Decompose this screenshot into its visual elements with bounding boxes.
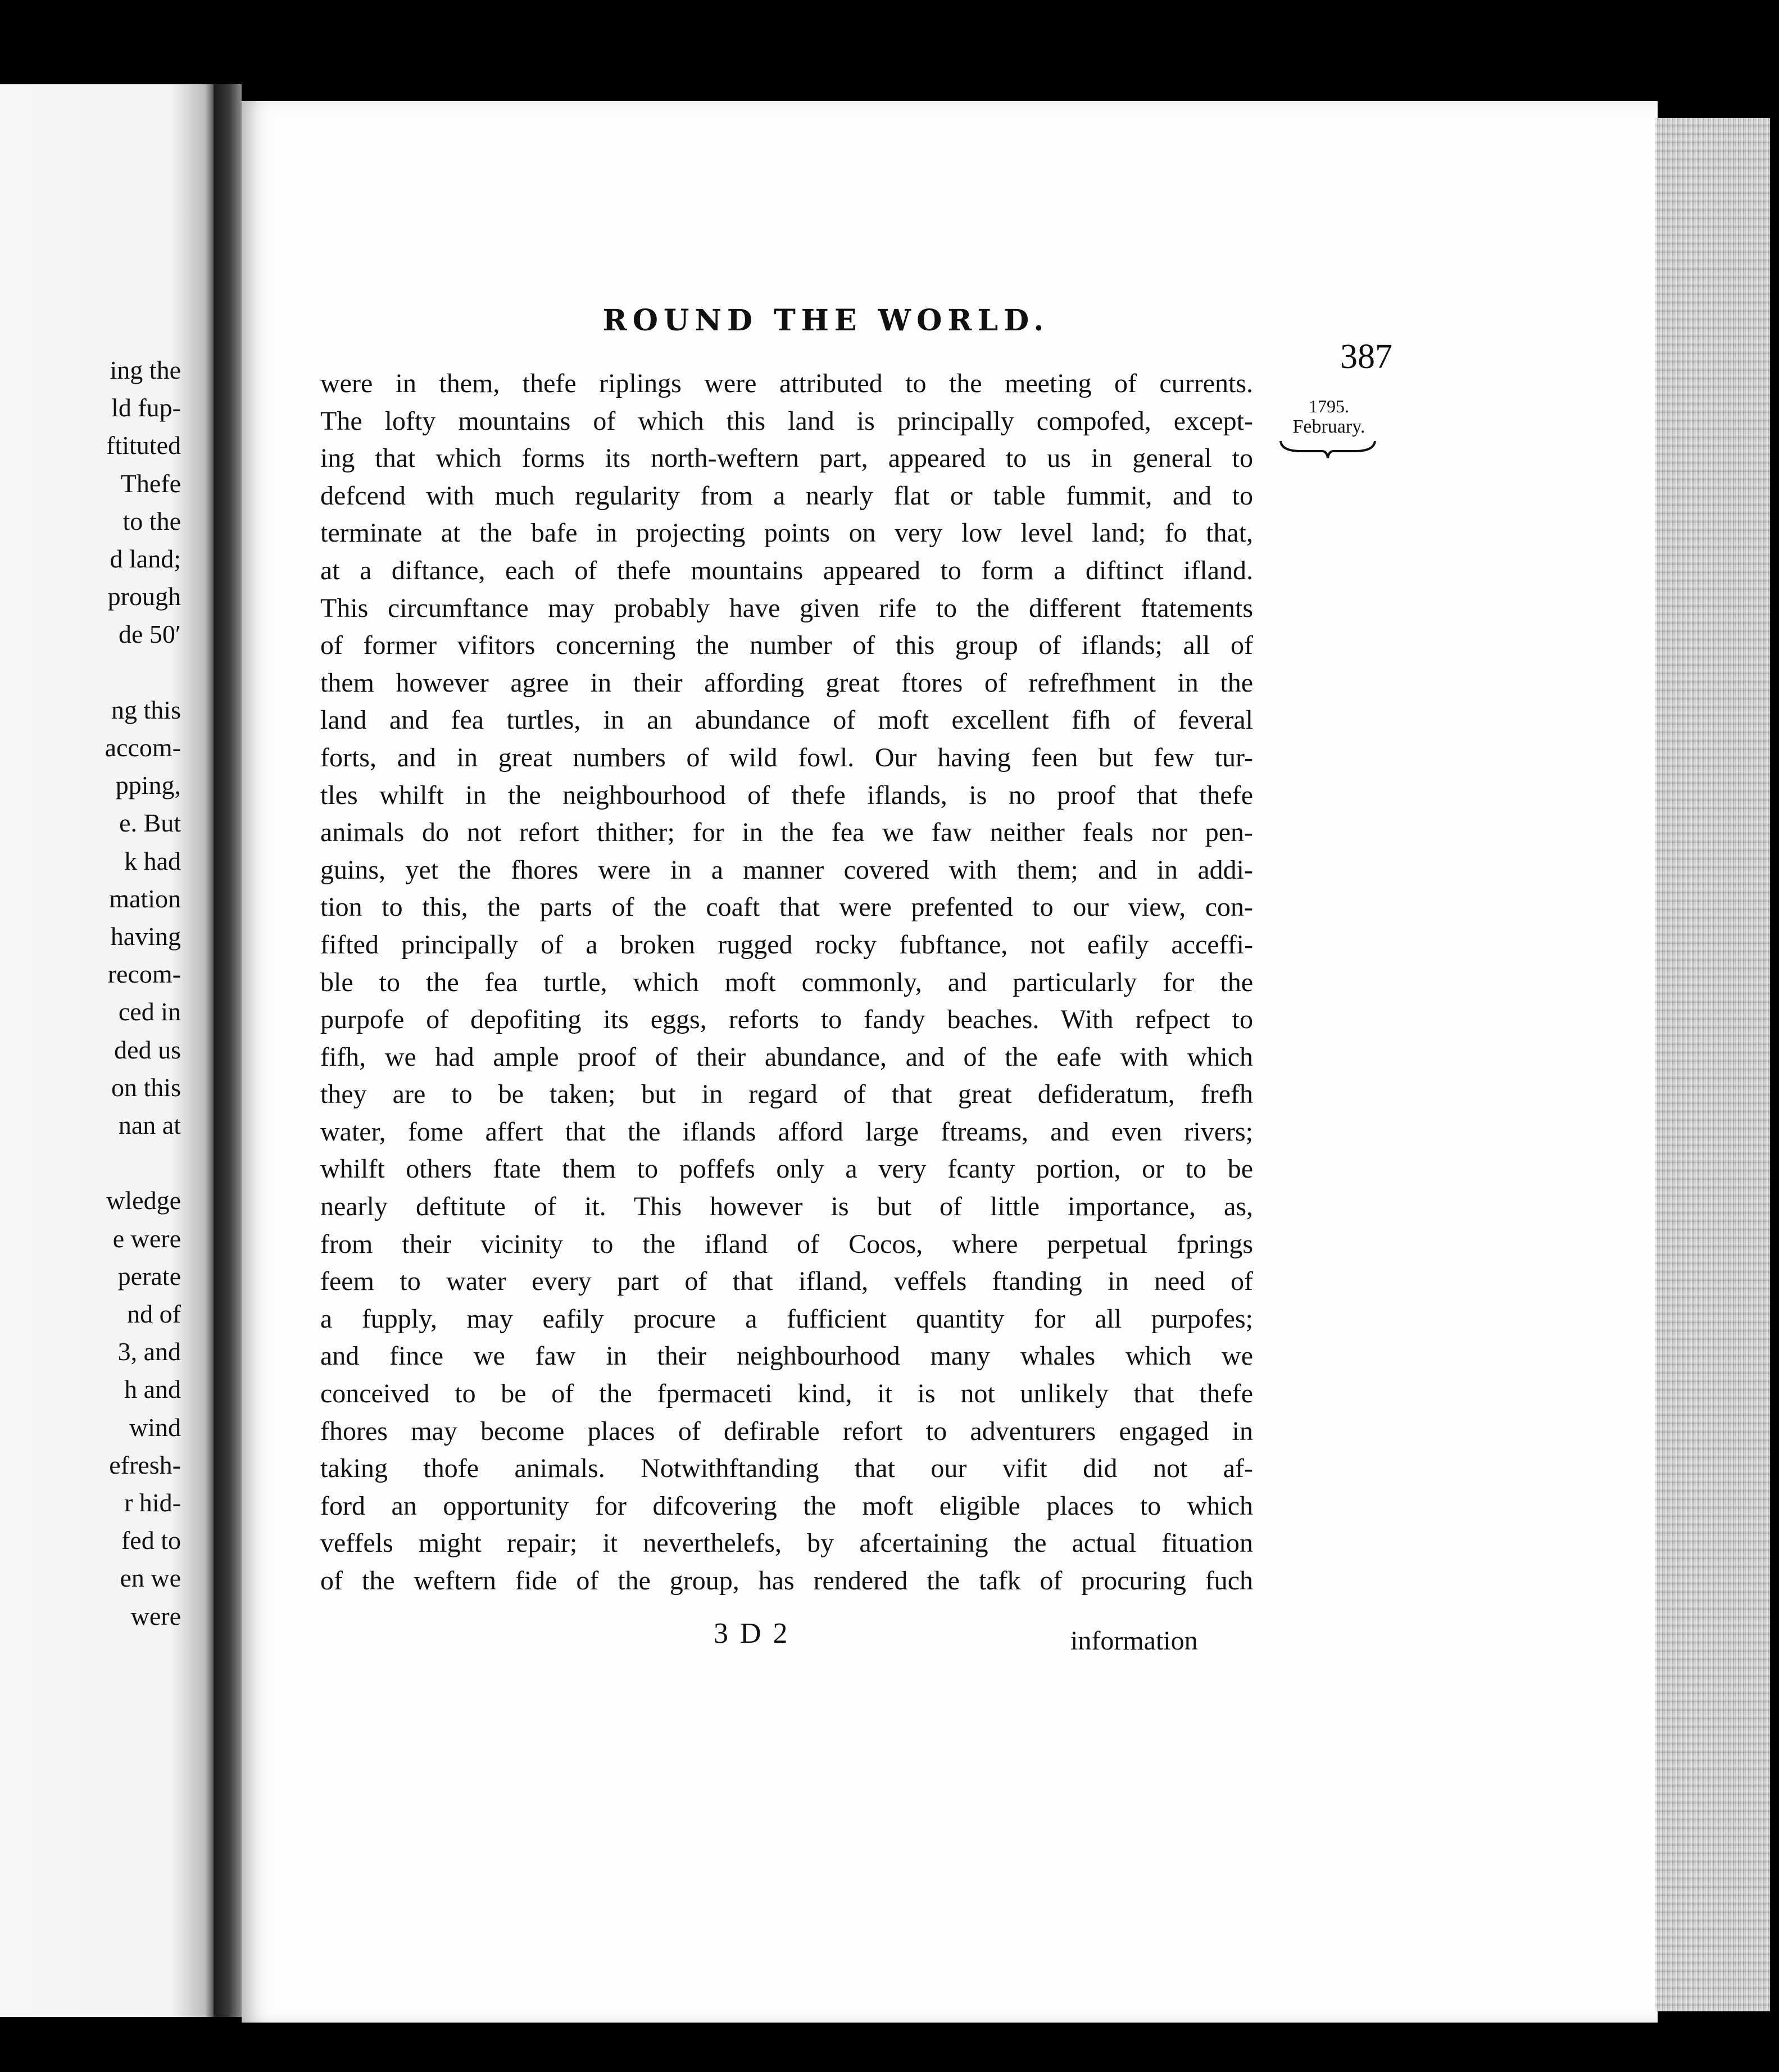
text-line: purpofe of depofiting its eggs, reforts to fandy beaches. With refpect to xyxy=(320,1005,1253,1035)
left-page-line: prough xyxy=(107,582,181,611)
text-line: at a diftance, each of thefe mountains appeared to form a diftinct ifland. xyxy=(320,555,1253,585)
left-page-line: h and xyxy=(124,1375,181,1404)
left-page-line: mation xyxy=(109,884,181,913)
text-line: ford an opportunity for difcovering the moft eligible places to which xyxy=(320,1491,1253,1521)
text-line: nearly deftitute of it. This however is but of little importance, as, xyxy=(320,1192,1253,1222)
body-text xyxy=(320,365,1253,1600)
book-gutter xyxy=(214,84,242,2017)
text-line: feem to water every part of that ifland, veffels ftanding in need of xyxy=(320,1266,1253,1297)
page-edges xyxy=(1655,118,1770,2011)
left-page-line: e. But xyxy=(119,808,181,838)
left-page-line: 3, and xyxy=(117,1337,181,1366)
left-page-line: ld fup- xyxy=(111,393,181,422)
left-page xyxy=(0,84,214,2017)
text-line: a fupply, may eafily procure a fufficient quantity for all purpofes; xyxy=(320,1303,1253,1334)
text-line: terminate at the bafe in projecting points on very low level land; fo that, xyxy=(320,518,1253,548)
text-line: they are to be taken; but in regard of that great defideratum, frefh xyxy=(320,1079,1253,1110)
text-line: ing that which forms its north-weftern part, appeared to us in general to xyxy=(320,443,1253,474)
signature-mark: 3 D 2 xyxy=(714,1617,790,1650)
left-page-line: k had xyxy=(124,846,181,875)
left-page-line: en we xyxy=(120,1564,181,1593)
text-line: land and fea turtles, in an abundance of moft excellent fifh of feveral xyxy=(320,705,1253,735)
text-line: of former vifitors concerning the number of this group of iflands; all of xyxy=(320,630,1253,661)
left-page-line: accom- xyxy=(105,733,181,762)
text-line: veffels might repair; it neverthelefs, by afcertaining the actual fituation xyxy=(320,1528,1253,1558)
page-number: 387 xyxy=(1340,338,1392,376)
left-page-line: ng this xyxy=(111,695,181,724)
left-page-line: wind xyxy=(129,1412,181,1442)
text-line: whilft others ftate them to poffefs only a very fcanty portion, or to be xyxy=(320,1154,1253,1184)
text-line: conceived to be of the fpermaceti kind, it is not unlikely that thefe xyxy=(320,1379,1253,1409)
text-line: were in them, thefe riplings were attributed to the meeting of currents. xyxy=(320,369,1253,398)
text-line: This circumftance may probably have given rife to the different ftatements xyxy=(320,593,1253,623)
text-line: and fince we faw in their neighbourhood many whales which we xyxy=(320,1341,1253,1371)
catchword: information xyxy=(1070,1626,1198,1656)
left-page-line: nd of xyxy=(127,1299,181,1328)
left-page-line: on this xyxy=(111,1073,181,1102)
left-page-line: nan at xyxy=(118,1111,181,1139)
left-page-line: to the xyxy=(122,506,181,535)
left-page-line: recom- xyxy=(107,960,181,989)
left-page-line: ftituted xyxy=(106,431,181,460)
left-page-line: de 50′ xyxy=(119,620,181,649)
margin-note-month: February. xyxy=(1292,416,1365,438)
left-page-line: efresh- xyxy=(109,1450,181,1479)
text-line: water, fome affert that the iflands afford large ftreams, and even rivers; xyxy=(320,1116,1253,1147)
left-page-line: e were xyxy=(112,1224,181,1253)
left-page-line: having xyxy=(110,922,181,951)
text-line: tles whilft in the neighbourhood of thefe iflands, is no proof that thefe xyxy=(320,780,1253,810)
running-head: ROUND THE WORLD. xyxy=(602,303,1050,338)
text-line: ble to the fea turtle, which moft commonly, and particularly for the xyxy=(320,967,1253,997)
left-page-line: ded us xyxy=(114,1035,181,1064)
text-line: from their vicinity to the ifland of Cocos, where perpetual fprings xyxy=(320,1229,1253,1259)
left-page-line: fed to xyxy=(121,1526,181,1555)
text-line: guins, yet the fhores were in a manner covered with them; and in addi- xyxy=(320,855,1253,885)
text-line: of the weftern fide of the group, has rendered the tafk of procuring fuch xyxy=(320,1566,1253,1596)
text-line: The lofty mountains of which this land is principally compofed, except- xyxy=(320,406,1253,436)
left-page-line: ced in xyxy=(118,997,181,1026)
text-line: animals do not refort thither; for in the fea we faw neither feals nor pen- xyxy=(320,817,1253,848)
left-page-line: d land; xyxy=(110,544,181,573)
brace-icon xyxy=(1278,438,1377,460)
text-line: defcend with much regularity from a nearly flat or table fummit, and to xyxy=(320,480,1253,511)
text-line: forts, and in great numbers of wild fowl. Our having feen but few tur- xyxy=(320,742,1253,773)
left-page-line: perate xyxy=(117,1261,181,1291)
left-page-line: ing the xyxy=(110,356,181,384)
left-page-line: wledge xyxy=(106,1186,181,1215)
left-page-line: were xyxy=(130,1601,181,1630)
text-line: fhores may become places of defirable refort to adventurers engaged in xyxy=(320,1416,1253,1446)
left-page-line: Thefe xyxy=(120,469,181,498)
left-page-line: pping, xyxy=(115,771,181,800)
text-line: taking thofe animals. Notwithftanding that our vifit did not af- xyxy=(320,1453,1253,1484)
text-line: tion to this, the parts of the coaft that were prefented to our view, con- xyxy=(320,892,1253,923)
text-line: fifted principally of a broken rugged rocky fubftance, not eafily acceffi- xyxy=(320,929,1253,960)
left-page-line: r hid- xyxy=(124,1488,181,1517)
text-line: fifh, we had ample proof of their abundance, and of the eafe with which xyxy=(320,1042,1253,1072)
text-line: them however agree in their affording great ftores of refrefhment in the xyxy=(320,667,1253,698)
margin-note-year: 1795. xyxy=(1309,396,1349,416)
margin-note xyxy=(1278,397,1379,460)
